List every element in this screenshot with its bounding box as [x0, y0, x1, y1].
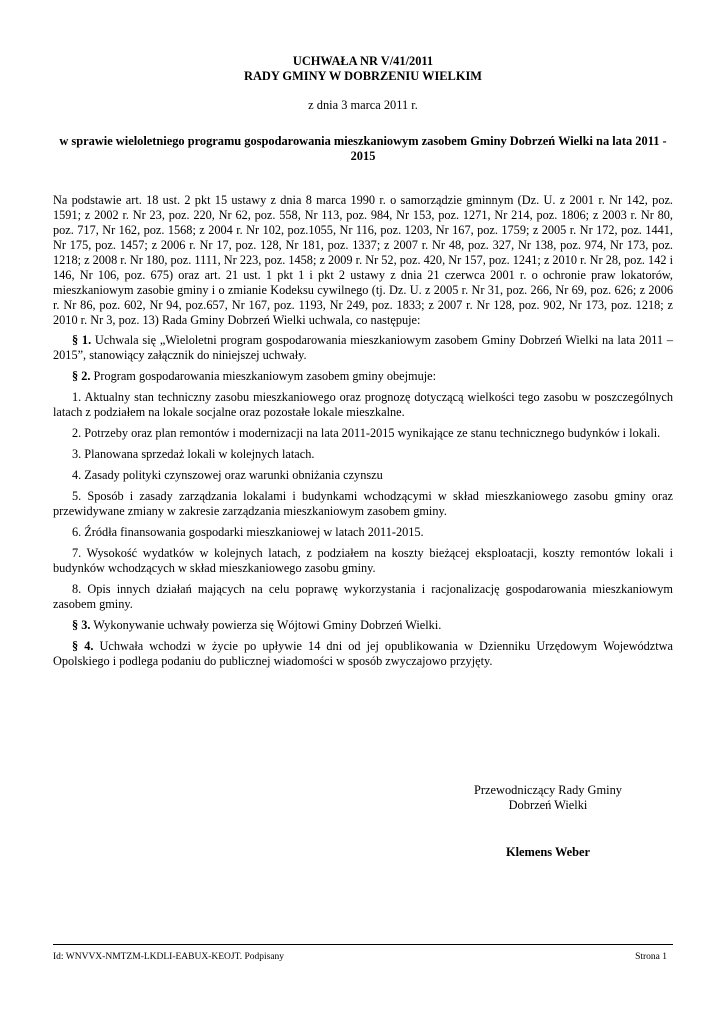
resolution-subject: w sprawie wieloletniego programu gospodarowania mieszkaniowym zasobem Gminy Dobrzeń Wielki na lata 2011 - 2015	[59, 134, 667, 163]
list-item: 7. Wysokość wydatków w kolejnych latach, z podziałem na koszty bieżącej eksploatacji, koszty remontów lokali i budynków wchodzących w skład mieszkaniowego zasobu gminy.	[53, 546, 673, 575]
paragraph-3-text: Wykonywanie uchwały powierza się Wójtowi Gminy Dobrzeń Wielki.	[90, 618, 442, 632]
list-item: 2. Potrzeby oraz plan remontów i modernizacji na lata 2011-2015 wynikające ze stanu technicznego budynków i lokali.	[72, 426, 661, 440]
signatory-name: Klemens Weber	[505, 845, 591, 859]
paragraph-4	[53, 639, 673, 669]
document-id: Id: WNVVX-NMTZM-LKDLI-EABUX-KEOJT. Podpisany	[53, 952, 285, 962]
list-item: 3. Planowana sprzedaż lokali w kolejnych latach.	[72, 447, 315, 461]
resolution-date: z dnia 3 marca 2011 r.	[308, 98, 418, 112]
council-name: RADY GMINY W DOBRZENIU WIELKIM	[244, 69, 482, 83]
list-item: 8. Opis innych działań mających na celu poprawę wykorzystania i racjonalizację gospodarowania mieszkaniowym zasobem gminy.	[53, 582, 673, 611]
paragraph-2	[53, 369, 673, 384]
list-item: 1. Aktualny stan techniczny zasobu mieszkaniowego oraz prognozę dotyczącą wielkości tego zasobu w poszczególnych latach z podziałem na lokale socjalne oraz pozostałe lokale mieszkalne.	[53, 390, 673, 419]
paragraph-3-label: § 3.	[72, 618, 91, 632]
paragraph-4-text: Uchwała wchodzi w życie po upływie 14 dni od jej opublikowania w Dzienniku Urzędowym Województwa Opolskiego i podlega podaniu do publicznej wiadomości w sposób zwyczajowo przyjęty.	[53, 639, 673, 668]
resolution-number: UCHWAŁA NR V/41/2011	[292, 54, 434, 68]
list-item: 4. Zasady polityki czynszowej oraz warunki obniżania czynszu	[72, 468, 383, 482]
document-page	[53, 0, 673, 1024]
paragraph-2-label: § 2.	[72, 369, 91, 383]
preamble: Na podstawie art. 18 ust. 2 pkt 15 ustawy z dnia 8 marca 1990 r. o samorządzie gminnym (Dz. U. z 2001 r. Nr 142, poz. 1591; z 2002 r. Nr 23, poz. 220, Nr 62, poz. 558, Nr 113, poz. 984, Nr 153, poz. 1271, Nr 214, poz. 1806; z 2003 r. Nr 80, poz. 717, Nr 162, poz. 1568; z 2004 r. Nr 102, poz.1055, Nr 116, poz. 1203, Nr 167, poz. 1759; z 2005 r. Nr 172, poz. 1441, Nr 175, poz. 1457; z 2006 r. Nr 17, poz. 128, Nr 181, poz. 1337; z 2007 r. Nr 48, poz. 327, Nr 138, poz. 974, Nr 173, poz. 1218; z 2008 r. Nr 180, poz. 1111, Nr 223, poz. 1458; z 2009 r. Nr 52, poz. 420, Nr 157, poz. 1241; z 2010 r. Nr 28, poz. 142 i 146, Nr 106, poz. 675) oraz art. 21 ust. 1 pkt 1 i pkt 2 ustawy z dnia 21 czerwca 2001 r. o ochronie praw lokatorów, mieszkaniowym zasobie gminy i o zmianie Kodeksu cywilnego (tj. Dz. U. z 2005 r. Nr 31, poz. 266, Nr 69, poz. 626; z 2006 r. Nr 86, poz. 602, Nr 94, poz.657, Nr 167, poz. 1193, Nr 249, poz. 1833; z 2007 r. Nr 128, poz. 902, Nr 173, poz. 1218; z 2010 r. Nr 3, poz. 13) Rada Gminy Dobrzeń Wielki uchwala, co następuje:	[53, 193, 673, 327]
footer-divider	[53, 944, 673, 945]
resolution-body	[53, 193, 673, 675]
list-item: 6. Źródła finansowania gospodarki mieszkaniowej w latach 2011-2015.	[72, 525, 424, 539]
signatory-place: Dobrzeń Wielki	[508, 798, 588, 812]
signatory-role: Przewodniczący Rady Gminy	[474, 783, 622, 797]
paragraph-1-text: Uchwala się „Wieloletni program gospodarowania mieszkaniowym zasobem Gminy Dobrzeń Wielki na lata 2011 – 2015”, stanowiący załącznik do niniejszej uchwały.	[53, 333, 674, 362]
paragraph-2-text: Program gospodarowania mieszkaniowym zasobem gminy obejmuje:	[90, 369, 437, 383]
paragraph-4-label: § 4.	[72, 639, 94, 653]
page-number: Strona 1	[635, 952, 667, 962]
paragraph-1	[53, 333, 673, 363]
paragraph-1-label: § 1.	[72, 333, 92, 347]
paragraph-3	[53, 618, 673, 633]
list-item: 5. Sposób i zasady zarządzania lokalami i budynkami wchodzącymi w skład mieszkaniowego zasobu gminy oraz przewidywane zmiany w zakresie zarządzania mieszkaniowym zasobem gminy.	[53, 489, 673, 518]
